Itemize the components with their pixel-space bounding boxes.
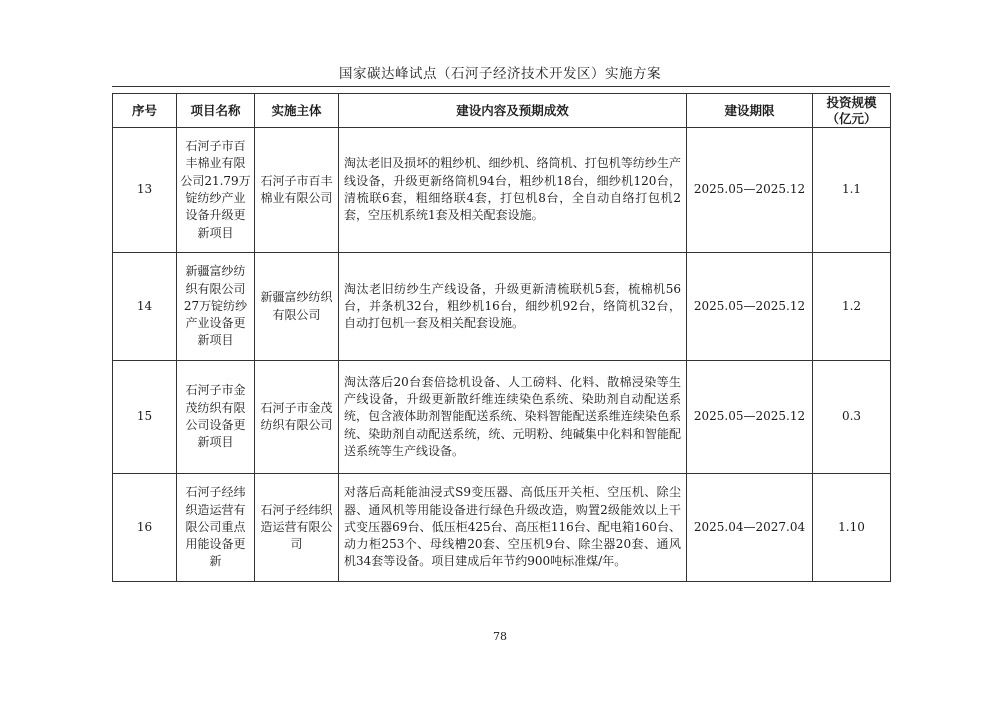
row-investment: 1.2: [813, 253, 891, 361]
header-entity: 实施主体: [255, 94, 339, 128]
row-period: 2025.05—2025.12: [687, 253, 813, 361]
table-row: [113, 474, 891, 582]
row-project: 新疆富纱纺织有限公司27万锭纺纱产业设备更新项目: [177, 253, 255, 361]
row-period: 2025.05—2025.12: [687, 128, 813, 253]
row-project: 石河子经纬织造运营有限公司重点用能设备更新: [177, 474, 255, 582]
row-period: 2025.05—2025.12: [687, 361, 813, 474]
row-investment: 0.3: [813, 361, 891, 474]
table-row: [113, 128, 891, 253]
row-entity: 石河子市金茂纺织有限公司: [255, 361, 339, 474]
header-rule: [112, 86, 890, 87]
row-investment: 1.1: [813, 128, 891, 253]
row-entity: 新疆富纱纺织有限公司: [255, 253, 339, 361]
row-no: 16: [113, 474, 177, 582]
project-table: [112, 93, 891, 582]
row-entity: 石河子经纬织造运营有限公司: [255, 474, 339, 582]
header-period: 建设期限: [687, 94, 813, 128]
row-no: 13: [113, 128, 177, 253]
header-investment: 投资规模（亿元）: [813, 94, 891, 128]
row-content: 淘汰落后20台套倍捻机设备、人工磅料、化料、散棉浸染等生产线设备，升级更新散纤维连续染色系统、染助剂自动配送系统，包含液体助剂智能配送系统、染料智能配送系维连续染色系统、染助剂自动配送系统，统、元明粉、纯碱集中化料和智能配送系统等生产线设备。: [339, 361, 687, 474]
table-header-row: [113, 94, 891, 128]
page-number: 78: [493, 630, 507, 643]
row-content: 淘汰老旧及损坏的粗纱机、细纱机、络筒机、打包机等纺纱生产线设备，升级更新络筒机94台，粗纱机18台，细纱机120台，清梳联6套，粗细络联4套，打包机8台，全自动自络打包机2套，空压机系统1套及相关配套设施。: [339, 128, 687, 253]
row-content: 淘汰老旧纺纱生产线设备，升级更新清梳联机5套，梳棉机56台，并条机32台，粗纱机16台，细纱机92台，络筒机32台，自动打包机一套及相关配套设施。: [339, 253, 687, 361]
row-investment: 1.10: [813, 474, 891, 582]
row-no: 15: [113, 361, 177, 474]
row-no: 14: [113, 253, 177, 361]
row-entity: 石河子市百丰棉业有限公司: [255, 128, 339, 253]
row-project: 石河子市百丰棉业有限公司21.79万锭纺纱产业设备升级更新项目: [177, 128, 255, 253]
header-no: 序号: [113, 94, 177, 128]
row-project: 石河子市金茂纺织有限公司设备更新项目: [177, 361, 255, 474]
page-header: 国家碳达峰试点（石河子经济技术开发区）实施方案: [339, 66, 661, 82]
header-content: 建设内容及预期成效: [339, 94, 687, 128]
table-row: [113, 361, 891, 474]
row-period: 2025.04—2027.04: [687, 474, 813, 582]
header-project: 项目名称: [177, 94, 255, 128]
table-row: [113, 253, 891, 361]
row-content: 对落后高耗能油浸式S9变压器、高低压开关柜、空压机、除尘器、通风机等用能设备进行绿色升级改造，购置2级能效以上干式变压器69台、低压柜425台、高压柜116台、配电箱160台、动力柜253个、母线槽20套、空压机9台、除尘器20套、通风机34套等设备。项目建成后年节约900吨标准煤/年。: [339, 474, 687, 582]
